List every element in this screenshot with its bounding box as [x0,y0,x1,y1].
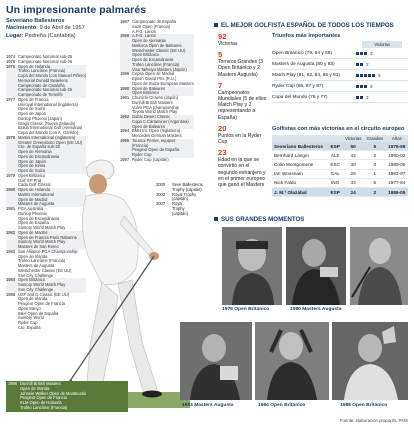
ranking-col-header: Victorias [342,135,364,142]
triunfo-label: Ryder Cup (85, 87 y 97) [272,83,324,89]
timeline-event: Open de Suiza [18,168,46,173]
bio-block [6,18,85,40]
timeline-event: A.P.G. Larios [132,28,156,34]
stat-number: 23 [218,148,227,158]
timeline-event: PGA Australia [18,206,44,211]
stat-number: 20 [218,123,227,133]
timeline-event: Chunichi Crowns (Japón) [132,95,178,100]
timeline-event: Cada Golf Classic [18,182,51,188]
ranking-panel [272,126,408,197]
stat-item [218,33,270,47]
stat-number: 5 [218,50,223,60]
ranking-cell-wins: 42 [342,151,364,160]
timeline-event: KLM Open de Holanda [20,400,62,405]
timeline-event: Suze Open (Francia) [132,23,170,29]
triunfos-panel [272,33,408,103]
triunfos-rows [272,48,408,103]
ranking-cell-name: Colin Montgomerie [272,160,328,169]
ranking-col-header: Años [386,135,408,142]
timeline-year: 2000 [156,182,166,187]
timeline-event: Open Sanyo [18,305,41,311]
timeline-event: Toyota World Match Play [132,109,178,115]
timeline-event: Open de Francia-Paris Rabanne [18,234,77,240]
ranking-cell-majors: 2 [364,151,386,160]
ranking-row [272,187,408,196]
timeline-event: Ryder Cup [132,152,152,157]
timeline-event: Open de Alemania [132,38,166,43]
stat-number: 92 [218,32,227,41]
timeline-event: Trofeo Lancôme (Francia) [20,404,68,410]
timeline-year [156,212,172,217]
timeline-event: Trofeo Lancôme (Francia) [18,258,66,264]
ranking-cell-name: Nick Faldo [272,178,328,187]
best-golfer-heading: EL MEJOR GOLFISTA ESPAÑOL DE TODOS LOS TIEMPOS [214,22,394,29]
ranking-cell-years: 1980-02 [386,151,408,160]
caption-1984: 1984 Open Británico [258,403,306,408]
triunfo-marks [356,85,367,88]
ranking-cell-wins: 24 [342,187,364,196]
trophy-mark [368,74,371,77]
timeline-year: 1978 [6,134,16,140]
timeline-year [6,326,18,331]
timeline-event: BMH Int. Open (Inglaterra) [132,128,181,134]
triunfo-label: Masters de Augusta (80 y 83) [272,61,335,67]
timeline-year: 1975 [6,58,16,64]
triunfos-col-label: Victorias [362,41,402,48]
timeline-event: Peugeot Open de Francia [20,395,67,401]
timeline-event: Suntory World Match Play [18,225,66,230]
timeline-year: 1982 [6,229,16,235]
ranking-cell-wins: 33 [342,178,364,187]
timeline-year: 2002 [156,191,166,197]
timeline-event: Royal Trophy [172,191,197,197]
timeline-event: Campeonato de España [132,19,177,24]
triunfo-row [272,92,408,103]
ranking-cell-years: 1977-84 [386,178,408,187]
timeline-event: (capitán) [172,210,188,216]
caption-1988: 1988 Open Británico [340,403,388,408]
timeline-event: Open de Madrid [18,196,48,202]
ranking-cell-majors: 2 [364,187,386,196]
trophy-mark [356,96,359,99]
timeline-event: Open de Japón [18,158,46,164]
trophy-mark [360,52,363,55]
ranking-table [272,135,408,197]
stat-item [218,51,270,78]
stat-number: 7 [218,80,223,90]
ranking-cell-country: ING [328,178,342,187]
timeline-year: 1974 [6,54,16,59]
timeline-event: Copa del Mundo (con Manuel Piñero) [18,73,87,78]
ranking-row [272,169,408,178]
ranking-cell-years: 1986-05 [386,187,408,196]
timeline-event: Open de Japón [18,111,46,116]
stat-item [218,82,270,121]
ranking-cell-country: ESP [328,142,342,151]
timeline-event: Martini International [18,191,54,197]
timeline-event: Seve Ballesteros [172,182,203,187]
photo-1984-open [255,322,329,400]
bio-place-value: Pedreña (Cantabria) [24,32,76,39]
timeline-event: Trofeo Lancôme (Francia) [132,61,180,67]
timeline-event: Copa del Mundo (con A. Garrido) [18,130,79,135]
timeline-year: 1981 [6,206,16,211]
timeline-year: 1977 [6,96,16,102]
timeline-event: Sun City Challenge [18,272,54,278]
ranking-cell-name: Ian Woosnam [272,169,328,178]
stat-item [218,149,270,188]
timeline-event: Open de España [18,220,49,226]
timeline-year: 1992 [120,114,130,119]
trophy-mark [360,74,363,77]
bio-place-label: Lugar: [6,32,24,39]
timeline-row [156,212,203,217]
timeline-mid [120,20,194,163]
timeline-event: Copa C.Cartaminer (Argentina) [132,118,189,124]
trophy-mark [364,74,367,77]
ranking-cell-majors: 1 [364,169,386,178]
caption-1980: 1980 Masters Augusta [290,307,342,312]
timeline-event: Open Británico [18,172,46,178]
timeline-event: Mercedes German Masters [132,133,182,138]
timeline-year: 1985 [6,291,16,297]
timeline-event: Trophy (capitán) [172,186,202,192]
timeline-event: Open de Madrid [18,229,48,235]
timeline-event: Open de Francia [18,96,49,102]
ranking-header-row [272,135,408,142]
ranking-cell-country: ESC [328,160,342,169]
timeline-event: Golf GP Prat [18,177,42,183]
ranking-cell-majors: 6 [364,178,386,187]
timeline-event: Campeonato Nacional sub-25 [18,87,73,93]
ranking-cell-wins: 50 [342,142,364,151]
ranking-row [272,142,408,151]
timeline-event: (Francia) [132,142,149,148]
timeline-event: (capitán) [172,196,188,202]
timeline-event: Mallorca Open de Baleares [132,42,182,48]
timeline-event: Open de Baleares [132,123,165,129]
timeline-event: Braun International Golf (Alemania) [18,125,83,131]
trophy-mark [372,74,375,77]
timeline-event: Dunhill British Masters [132,99,173,105]
stat-item [218,125,270,145]
triunfo-count: 5 [378,72,381,78]
triunfo-marks [356,74,375,77]
timeline-event: Otago Classic (Nueva Zelanda) [18,120,76,126]
timeline-year [8,406,20,411]
timeline-event: Johnnie Walker Open de Montecarlo [20,390,87,396]
timeline-year: 1994 [120,128,130,134]
bio-name-value: Severiano Ballesteros [6,18,65,24]
timeline-event: Uniroyal International (Inglaterra) [18,101,78,107]
timeline-event: Open Británico [18,277,46,283]
timeline-year: 1989 [120,71,130,77]
timeline-event: Sun Alliance PGA Championship [18,248,78,254]
timeline-event: Suntory World Match Play [18,282,66,287]
timeline-1986 [6,381,128,412]
trophy-mark [356,52,359,55]
timeline-event: Greater Greensboro Open (EE UU) [18,139,83,145]
timeline-event: Open de Irlanda [18,253,48,259]
triunfo-label: Match Play (81, 82, 84, 85 y 91) [272,72,340,78]
ranking-col-header: Grandes [364,135,386,142]
page-title: Un impresionante palmarés [6,4,147,16]
ranking-cell-years: 1976-95 [386,142,408,151]
timeline-event: Cto. de España sub-25 [18,144,60,150]
timeline-event: Open de Suiza-European Masters [132,80,194,86]
ranking-cell-country: GAL [328,169,342,178]
timeline-row [8,406,126,411]
ranking-col-header [328,135,342,142]
timeline-year: 1979 [6,172,16,178]
timeline-event: Suntory World Match Play [18,239,66,245]
timeline-event: Dunlop Phoenix (Japón) [18,115,62,121]
trophy-mark [364,52,367,55]
bio-birth-value: 9 de Abril de 1957 [39,25,85,32]
ranking-cell-name: Bernhard Langer [272,151,328,160]
caption-1979: 1979 Open Británico [222,307,270,312]
timeline-event: Open de Escandinavia [132,57,174,62]
timeline-event: Sun City Challenge [18,286,54,292]
timeline-event: Open de Kenia [18,163,46,169]
timeline-year: 1984 [6,277,16,283]
triunfo-marks [356,96,363,99]
source-note: Fuente: elaboración propia EL PAÍS [339,418,408,423]
timeline-event: Open Británico [132,52,160,58]
timeline-year: 1986 [8,381,18,386]
timeline-event: Open de Irlanda [18,296,48,302]
timeline-event: Campeonato de Cataluña [18,82,65,88]
timeline-event: Dunlop Phoenix [18,210,47,216]
stat-text: Torneos Grandes (3 Open Británico y 2 Masters Augusta) [218,59,264,78]
triunfo-marks [356,52,367,55]
ranking-col-header [272,135,328,142]
photo-1983-masters [180,322,252,400]
timeline-royal-trophy [156,183,203,217]
timeline-event: B&H Open de España [18,310,59,316]
ranking-cell-name: J. M.ª Olazábal [272,187,328,196]
timeline-event: Tournoi Perrier, equipos [132,137,176,143]
timeline-event: Martini International (Inglaterra) [18,134,76,140]
triunfo-count: 3 [370,83,373,89]
ranking-cell-wins: 30 [342,160,364,169]
timeline-event: Open de Holanda [18,63,51,69]
timeline-event: Peugeot Open de Francia [18,301,65,306]
stat-text: Victorias [218,41,238,47]
timeline-event: Open de Irlanda [20,385,50,391]
timeline-event: Open de Holanda [18,187,51,192]
triunfo-marks [356,63,363,66]
timeline-year: 1976 [6,63,16,69]
ranking-heading: Golfistas con más victorias en el circuito europeo [272,126,405,132]
triunfo-row [272,59,408,70]
trophy-mark [356,74,359,77]
timeline-event: Open de Escandinavia [18,215,60,221]
triunfo-row [272,81,408,92]
timeline-event: Peugeot Open de España [132,147,180,153]
timeline-event: USF and G Classic (EE UU) [18,291,70,297]
ranking-cell-country: ESP [328,187,342,196]
timeline-event: Dubai Desert Classic [132,114,171,119]
stat-text: Campeonatos Mundiales (5 de ellos Match Play y 2 representando a España) [218,89,267,121]
triunfo-count: 3 [370,50,373,56]
ranking-cell-country: ALE [328,151,342,160]
timeline-event: A.P.G. Larios [132,33,156,39]
timeline-event: Masters de Augusta [18,263,55,268]
timeline-year: 1983 [6,248,16,254]
timeline-year: 1991 [120,95,130,100]
timeline-year: 1988 [120,33,130,39]
photo-1979-open [222,227,282,305]
timeline-year: 1995 [120,137,130,143]
stat-text: Edad en la que se convirtió en el segundo extranjero y en el primer europeo que ganó el Masters [218,157,266,189]
timeline-event: Campeonato Nacional sub-25 [18,54,73,59]
timeline-event: Cepsa Open de Madrid [132,71,175,77]
triunfo-row [272,48,408,59]
timeline-event: Masters de Augusta [18,201,55,207]
ranking-cell-years: 1989-05 [386,160,408,169]
timeline-event: Open de Suiza [18,106,46,112]
ranking-cell-years: 1982-97 [386,169,408,178]
timeline-event: Campeonato de Tenerife [18,92,63,97]
stat-text: Puntos en la Ryder Cup [218,132,262,146]
ranking-row [272,160,408,169]
timeline-event: Epson Grand Prix (R.U.) [132,76,177,81]
triunfo-count: 2 [366,94,369,100]
timeline-year: 1987 [120,19,130,24]
timeline-event: Visa Taiheiyo Masters (Japón) [132,66,187,72]
timeline-event: Ryder Cup (capitán) [132,156,169,162]
timeline-event: Masters de San Remo [18,244,59,249]
timeline-year: 1997 [120,156,130,162]
ranking-row [272,151,408,160]
timeline-event: Westchester Classic (EE UU) [18,267,72,273]
timeline-event: Trofeo Lancôme (Francia) [18,68,66,74]
timeline-event: Memorial Donald Swaelens [18,77,68,83]
trophy-mark [364,85,367,88]
triunfos-heading: Triunfos más importantes [272,33,341,39]
stats-column [218,33,270,192]
timeline-event: Cto. España [18,324,41,330]
ranking-cell-wins: 29 [342,169,364,178]
timeline-year: 1980 [6,187,16,192]
trophy-mark [360,63,363,66]
trophy-mark [360,85,363,88]
caption-1983: 1983 Masters Augusta [182,403,234,408]
trophy-mark [356,63,359,66]
timeline-event: Open de Alemania [18,149,52,154]
timeline-event: Westchester Classic (EE UU) [132,47,186,53]
timeline-event: Campeonato Nacional sub-25 [18,58,73,64]
timeline-event: Suntory World [18,315,44,321]
timeline-event: Trophy [172,205,185,211]
triunfo-count: 2 [366,61,369,67]
timeline-event: Royal [172,201,183,207]
photo-1980-masters [286,227,346,305]
photo-extra [350,227,408,305]
ranking-cell-majors: 5 [364,142,386,151]
timeline-event: Ryder Cup [18,320,38,325]
timeline-event: Dunhill British Masters [20,381,61,386]
timeline-year: 1990 [120,85,130,91]
timeline-event: Open Británico [132,90,160,96]
trophy-mark [360,96,363,99]
triunfo-label: Open Británico (79, 84 y 88) [272,50,332,56]
timeline-event: Open de Escandinavia [18,153,60,159]
moments-heading: SUS GRANDES MOMENTOS [214,216,304,223]
triunfo-row [272,70,408,81]
ranking-row [272,178,408,187]
triunfo-label: Copa del Mundo (76 y 77) [272,94,328,100]
bio-birth-label: Nacimiento: [6,25,39,32]
timeline-year: 2007 [156,201,166,207]
ranking-cell-majors: 0 [364,160,386,169]
timeline-event: Open de Baleares [132,85,165,91]
timeline-event: Volvo PGA Championship [132,104,179,110]
photo-1988-open [332,322,408,400]
trophy-mark [356,85,359,88]
ranking-cell-name: Severiano Ballesteros [272,142,328,151]
